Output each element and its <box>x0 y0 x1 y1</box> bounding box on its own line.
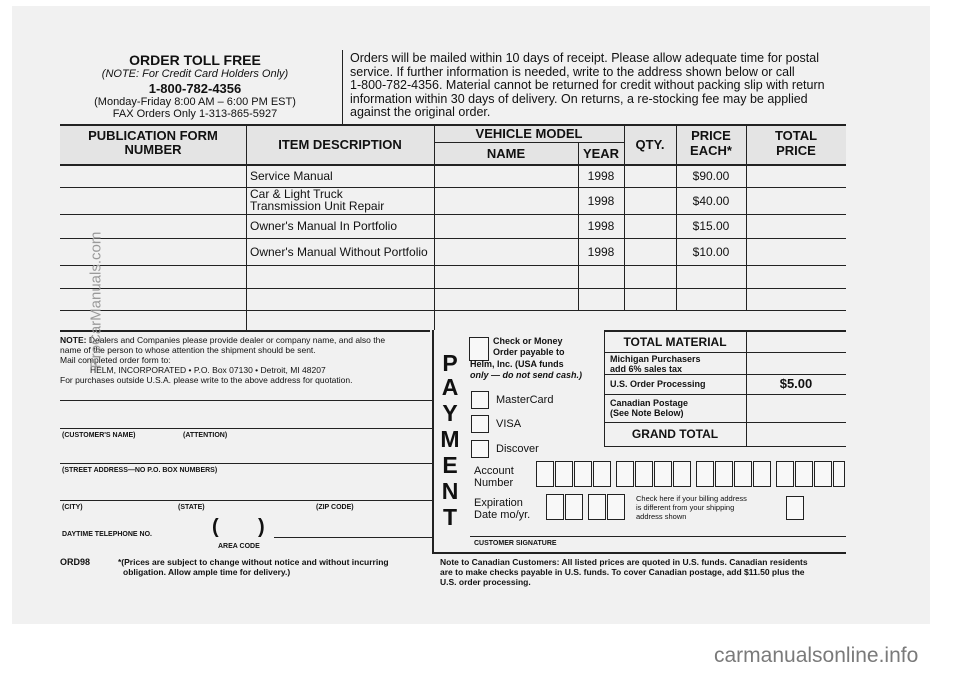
note-label: NOTE: <box>60 335 87 345</box>
mastercard-checkbox[interactable] <box>471 391 489 409</box>
prices-note-line: *(Prices are subject to change without notice and without incurring <box>118 557 389 567</box>
table-header-bottom <box>60 164 846 166</box>
row-line <box>60 238 846 239</box>
form-code: ORD98 <box>60 557 91 567</box>
row-line <box>60 310 846 311</box>
payment-bottom-border <box>432 552 846 554</box>
col-publication-number: NUMBER <box>124 142 182 157</box>
expiration-date-label <box>474 497 530 521</box>
customer-name-label: (CUSTOMER'S NAME) <box>62 432 136 439</box>
row-price: $40.00 <box>692 194 730 208</box>
mailing-info <box>350 52 840 120</box>
account-label-line: Number <box>474 477 514 489</box>
expiration-digit-box[interactable] <box>588 494 606 520</box>
row-year: 1998 <box>587 169 615 183</box>
check-money-order-label-3: Helm, Inc. (USA funds <box>470 359 564 369</box>
check-money-order-label: Check or Money <box>493 336 563 346</box>
address-line <box>60 400 432 401</box>
note-address: HELM, INCORPORATED • P.O. Box 07130 • Detroit, MI 48207 <box>90 365 326 375</box>
phone-line[interactable] <box>274 537 432 538</box>
side-watermark: ProCarManuals.com <box>87 231 105 369</box>
customer-name-line[interactable] <box>60 428 432 429</box>
billing-note-line: is different from your shipping <box>636 503 735 512</box>
account-digit-box[interactable] <box>734 461 752 487</box>
mailing-info-line: 1-800-782-4356. Material cannot be returned for credit without packing slip with return <box>350 78 825 92</box>
account-number-label <box>474 465 514 489</box>
account-digit-box[interactable] <box>814 461 832 487</box>
billing-different-checkbox[interactable] <box>786 496 804 520</box>
row-item-line2: Transmission Unit Repair <box>250 199 385 213</box>
order-toll-free-title: ORDER TOLL FREE <box>129 52 261 68</box>
col-vehicle-model: VEHICLE MODEL <box>475 126 583 141</box>
credit-card-note: (NOTE: For Credit Card Holders Only) <box>101 68 289 80</box>
row-line <box>60 187 846 188</box>
row-line <box>60 265 846 266</box>
expiration-label-line: Expiration <box>474 497 523 509</box>
account-digit-box[interactable] <box>776 461 794 487</box>
business-hours: (Monday-Friday 8:00 AM – 6:00 PM EST) <box>94 96 296 108</box>
account-digit-box[interactable] <box>635 461 653 487</box>
col-total-price: TOTAL <box>774 128 818 143</box>
account-digit-box[interactable] <box>696 461 714 487</box>
signature-line[interactable] <box>470 536 846 537</box>
area-code-close-paren: ) <box>258 516 265 538</box>
attention-label: (ATTENTION) <box>183 432 228 439</box>
row-year: 1998 <box>587 194 615 208</box>
mailing-info-line: information within 30 days of delivery. On returns, a re-stocking fee may be applied <box>350 91 808 106</box>
zip-code-label: (ZIP CODE) <box>316 504 354 511</box>
row-price: $10.00 <box>692 245 730 259</box>
discover-label: Discover <box>496 443 539 455</box>
row-price: $15.00 <box>692 219 730 233</box>
col-qty: QTY. <box>635 137 665 152</box>
prices-note <box>118 557 428 577</box>
col-item-description: ITEM DESCRIPTION <box>278 137 402 152</box>
account-digit-box[interactable] <box>555 461 573 487</box>
col-name: NAME <box>486 146 526 161</box>
us-processing-fee: $5.00 <box>779 376 813 391</box>
header-divider <box>342 50 343 126</box>
prices-note-line: obligation. Allow ample time for delivery.) <box>123 567 291 577</box>
visa-label: VISA <box>496 418 522 430</box>
check-money-order-checkbox[interactable] <box>469 337 489 361</box>
totals-row-line <box>604 422 846 423</box>
row-price: $90.00 <box>692 169 730 183</box>
payment-letter: T <box>442 504 458 530</box>
row-year: 1998 <box>587 245 615 259</box>
row-item: Owner's Manual In Portfolio <box>250 219 398 233</box>
row-line <box>60 288 846 289</box>
total-material-label: TOTAL MATERIAL <box>623 335 727 349</box>
account-digit-box[interactable] <box>753 461 771 487</box>
payment-letter: M <box>440 426 460 452</box>
account-digit-box[interactable] <box>795 461 813 487</box>
canadian-customers-note <box>440 557 850 587</box>
payment-letter: Y <box>442 400 458 426</box>
account-digit-box[interactable] <box>833 461 845 487</box>
account-digit-box[interactable] <box>593 461 611 487</box>
dealer-note <box>60 335 432 385</box>
check-money-order-label-2: Order payable to <box>493 347 565 357</box>
account-label-line: Account <box>474 465 514 477</box>
canadian-note-line: Note to Canadian Customers: All listed prices are quoted in U.S. funds. Canadian residents <box>440 557 808 567</box>
street-address-line[interactable] <box>60 463 432 464</box>
toll-free-phone: 1-800-782-4356 <box>148 81 242 96</box>
note-line: Dealers and Companies please provide dealer or company name, and also the <box>88 335 386 345</box>
col-price-each: PRICE <box>691 128 731 143</box>
account-digit-box[interactable] <box>616 461 634 487</box>
mastercard-label: MasterCard <box>496 394 554 406</box>
col-year: YEAR <box>582 146 620 161</box>
canadian-note-line: U.S. order processing. <box>440 577 531 587</box>
street-address-label: (STREET ADDRESS—NO P.O. BOX NUMBERS) <box>62 467 218 474</box>
col-price-each-sub: EACH* <box>690 143 732 158</box>
customer-signature-label: CUSTOMER SIGNATURE <box>474 540 557 547</box>
totals-row-line <box>604 374 846 375</box>
expiration-digit-box[interactable] <box>546 494 564 520</box>
account-digit-box[interactable] <box>715 461 733 487</box>
row-year: 1998 <box>587 219 615 233</box>
billing-address-note <box>636 494 786 521</box>
michigan-tax-line: add 6% sales tax <box>610 364 683 374</box>
visa-checkbox[interactable] <box>471 415 489 433</box>
row-item: Owner's Manual Without Portfolio <box>250 245 428 259</box>
michigan-tax-line: Michigan Purchasers <box>610 354 701 364</box>
row-item: Service Manual <box>250 169 333 183</box>
check-money-order-label-4: only — do not send cash.) <box>470 370 583 380</box>
canadian-postage-label <box>610 398 688 418</box>
table-bottom-border <box>60 330 430 332</box>
vehicle-model-divider <box>434 142 624 143</box>
totals-row-line <box>604 394 846 395</box>
col-publication-form: PUBLICATION FORM <box>88 128 218 143</box>
note-line: name of the person to whose attention the shipment should be sent. <box>60 345 316 355</box>
canadian-note-line: are to make checks payable in U.S. funds. To cover Canadian postage, add $11.50 plus the <box>440 567 805 577</box>
account-digit-box[interactable] <box>536 461 554 487</box>
expiration-digit-box[interactable] <box>607 494 625 520</box>
col-divider <box>246 124 247 330</box>
account-digit-box[interactable] <box>673 461 691 487</box>
area-code-open-paren: ( <box>212 516 219 538</box>
bottom-watermark: carmanualsonline.info <box>714 644 919 667</box>
canadian-postage-line: (See Note Below) <box>610 408 684 418</box>
us-processing-label: U.S. Order Processing <box>610 379 706 389</box>
michigan-tax-label <box>610 354 701 374</box>
discover-checkbox[interactable] <box>471 440 489 458</box>
note-line: Mail completed order form to: <box>60 355 171 365</box>
totals-row-line <box>604 352 846 353</box>
billing-note-line: Check here if your billing address <box>636 494 747 503</box>
account-digit-box[interactable] <box>574 461 592 487</box>
fax-orders: FAX Orders Only 1-313-865-5927 <box>112 108 278 120</box>
col-total-price-sub: PRICE <box>776 143 816 158</box>
mailing-info-line: against the original order. <box>350 105 491 119</box>
totals-bottom-border <box>604 446 846 447</box>
note-line: For purchases outside U.S.A. please write to the above address for quotation. <box>60 375 353 385</box>
area-code-label: AREA CODE <box>218 543 260 550</box>
account-digit-box[interactable] <box>654 461 672 487</box>
mailing-info-line: Orders will be mailed within 10 days of receipt. Please allow adequate time for postal <box>350 51 819 65</box>
billing-note-line: address shown <box>636 512 687 521</box>
row-line <box>60 214 846 215</box>
city-line[interactable] <box>60 500 432 501</box>
grand-total-label: GRAND TOTAL <box>631 427 719 441</box>
canadian-postage-line: Canadian Postage <box>610 398 689 408</box>
payment-left-border <box>432 330 434 552</box>
expiration-label-line: Date mo/yr. <box>474 509 531 521</box>
row-item: Car & Light Truck <box>250 187 343 201</box>
mailing-info-line: service. If further information is needed, write to the address shown below or call <box>350 64 795 79</box>
expiration-digit-box[interactable] <box>565 494 583 520</box>
payment-letter: N <box>441 478 459 504</box>
payment-letter: P <box>442 350 458 376</box>
payment-letter: A <box>441 374 459 400</box>
state-label: (STATE) <box>178 504 205 511</box>
totals-top-border <box>604 330 846 332</box>
city-label: (CITY) <box>62 504 83 511</box>
daytime-phone-label: DAYTIME TELEPHONE NO. <box>62 531 152 538</box>
payment-letter: E <box>442 452 458 478</box>
